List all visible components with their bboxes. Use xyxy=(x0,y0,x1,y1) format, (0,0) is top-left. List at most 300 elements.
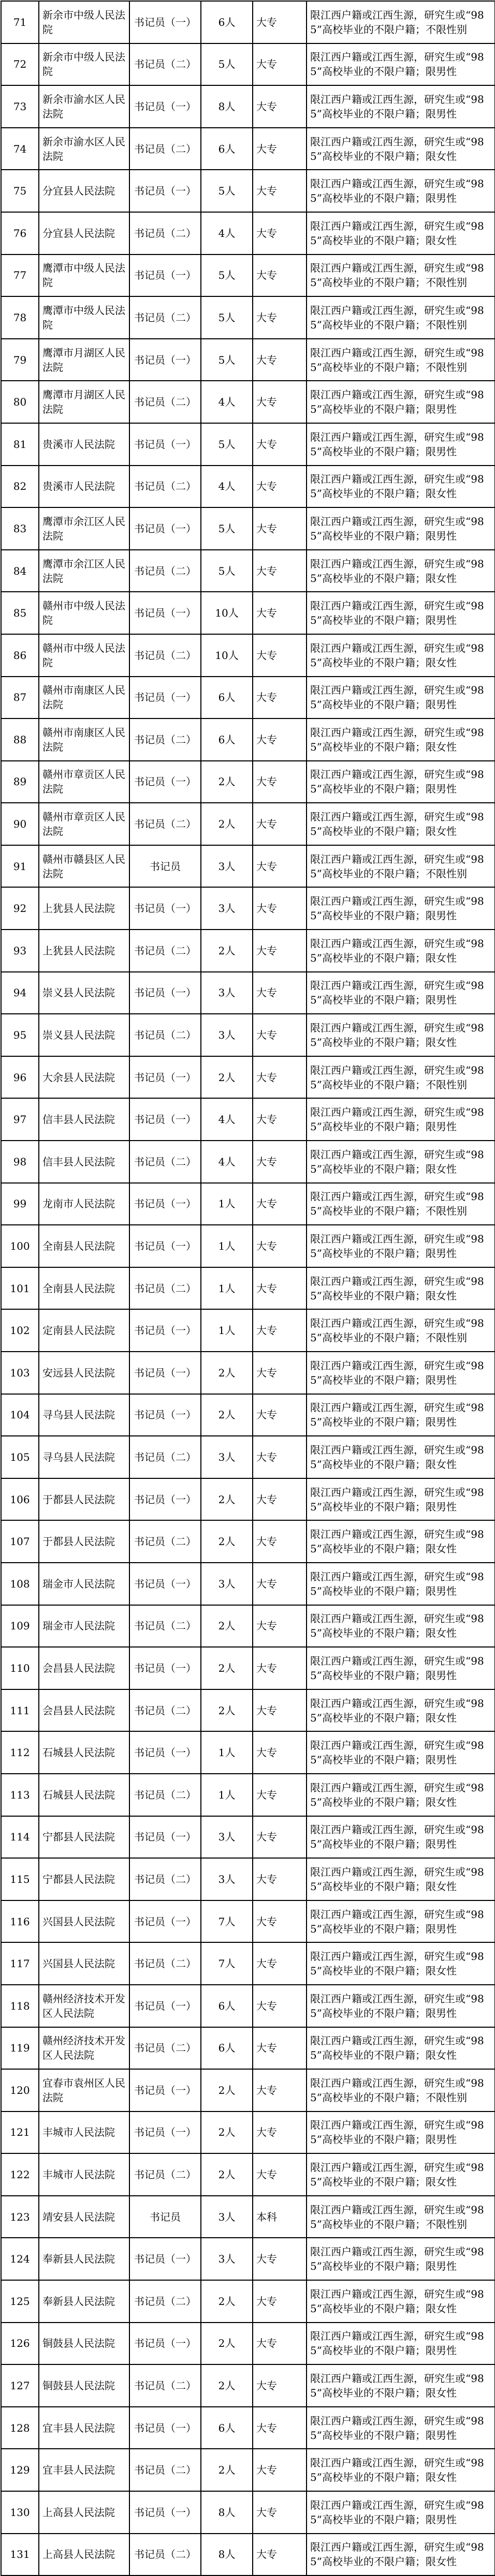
row-number: 105 xyxy=(1,1436,39,1478)
employer-unit: 赣州市中级人民法院 xyxy=(39,592,129,634)
table-row xyxy=(1,85,495,128)
other-requirements: 限江西户籍或江西生源，研究生或“985”高校毕业的不限户籍；限男性 xyxy=(307,592,495,634)
position-name: 书记员（一） xyxy=(129,1309,201,1352)
recruit-count: 2人 xyxy=(201,1647,253,1689)
table-body xyxy=(1,1,495,2575)
education-requirement: 大专 xyxy=(253,2491,307,2534)
education-requirement: 大专 xyxy=(253,2069,307,2111)
row-number: 103 xyxy=(1,1352,39,1394)
education-requirement: 大专 xyxy=(253,381,307,423)
other-requirements: 限江西户籍或江西生源，研究生或“985”高校毕业的不限户籍；限男性 xyxy=(307,1352,495,1394)
recruit-count: 6人 xyxy=(201,2407,253,2449)
table-row xyxy=(1,1,495,43)
other-requirements: 限江西户籍或江西生源，研究生或“985”高校毕业的不限户籍；不限性别 xyxy=(307,845,495,888)
row-number: 130 xyxy=(1,2491,39,2534)
table-row xyxy=(1,887,495,930)
other-requirements: 限江西户籍或江西生源，研究生或“985”高校毕业的不限户籍；不限性别 xyxy=(307,296,495,339)
education-requirement: 大专 xyxy=(253,1478,307,1521)
row-number: 87 xyxy=(1,677,39,719)
table-row xyxy=(1,339,495,381)
row-number: 72 xyxy=(1,43,39,86)
other-requirements: 限江西户籍或江西生源，研究生或“985”高校毕业的不限户籍；不限性别 xyxy=(307,1183,495,1225)
row-number: 123 xyxy=(1,2196,39,2238)
position-name: 书记员（二） xyxy=(129,1014,201,1056)
table-row xyxy=(1,1352,495,1394)
recruit-count: 3人 xyxy=(201,887,253,930)
other-requirements: 限江西户籍或江西生源，研究生或“985”高校毕业的不限户籍；限女性 xyxy=(307,2027,495,2070)
education-requirement: 大专 xyxy=(253,1056,307,1099)
position-name: 书记员（二） xyxy=(129,1774,201,1816)
row-number: 128 xyxy=(1,2407,39,2449)
other-requirements: 限江西户籍或江西生源，研究生或“985”高校毕业的不限户籍；限女性 xyxy=(307,466,495,508)
employer-unit: 赣州经济技术开发区人民法院 xyxy=(39,2027,129,2070)
row-number: 117 xyxy=(1,1942,39,1985)
education-requirement: 大专 xyxy=(253,2534,307,2576)
position-name: 书记员（一） xyxy=(129,1225,201,1267)
position-name: 书记员（二） xyxy=(129,2534,201,2576)
position-name: 书记员（二） xyxy=(129,2280,201,2323)
row-number: 94 xyxy=(1,972,39,1014)
education-requirement: 大专 xyxy=(253,1563,307,1605)
employer-unit: 新余市中级人民法院 xyxy=(39,43,129,86)
recruit-count: 2人 xyxy=(201,761,253,803)
employer-unit: 石城县人民法院 xyxy=(39,1774,129,1816)
other-requirements: 限江西户籍或江西生源，研究生或“985”高校毕业的不限户籍；限男性 xyxy=(307,887,495,930)
row-number: 126 xyxy=(1,2323,39,2365)
other-requirements: 限江西户籍或江西生源，研究生或“985”高校毕业的不限户籍；限男性 xyxy=(307,1731,495,1774)
employer-unit: 信丰县人民法院 xyxy=(39,1098,129,1141)
row-number: 78 xyxy=(1,296,39,339)
education-requirement: 大专 xyxy=(253,2364,307,2407)
other-requirements: 限江西户籍或江西生源，研究生或“985”高校毕业的不限户籍；不限性别 xyxy=(307,2196,495,2238)
row-number: 73 xyxy=(1,85,39,128)
row-number: 100 xyxy=(1,1225,39,1267)
position-name: 书记员（一） xyxy=(129,423,201,466)
employer-unit: 宁都县人民法院 xyxy=(39,1816,129,1859)
education-requirement: 大专 xyxy=(253,1098,307,1141)
other-requirements: 限江西户籍或江西生源，研究生或“985”高校毕业的不限户籍；限女性 xyxy=(307,1014,495,1056)
recruit-count: 2人 xyxy=(201,2069,253,2111)
other-requirements: 限江西户籍或江西生源，研究生或“985”高校毕业的不限户籍；限男性 xyxy=(307,2111,495,2154)
employer-unit: 会昌县人民法院 xyxy=(39,1647,129,1689)
position-name: 书记员（二） xyxy=(129,2364,201,2407)
other-requirements: 限江西户籍或江西生源，研究生或“985”高校毕业的不限户籍；限男性 xyxy=(307,170,495,212)
employer-unit: 赣州市章贡区人民法院 xyxy=(39,803,129,845)
employer-unit: 鹰潭市月湖区人民法院 xyxy=(39,381,129,423)
other-requirements: 限江西户籍或江西生源，研究生或“985”高校毕业的不限户籍；限男性 xyxy=(307,43,495,86)
education-requirement: 大专 xyxy=(253,550,307,592)
table-row xyxy=(1,2491,495,2534)
employer-unit: 奉新县人民法院 xyxy=(39,2280,129,2323)
table-row xyxy=(1,2069,495,2111)
employer-unit: 大余县人民法院 xyxy=(39,1056,129,1099)
recruit-count: 2人 xyxy=(201,2323,253,2365)
recruit-count: 6人 xyxy=(201,718,253,761)
other-requirements: 限江西户籍或江西生源，研究生或“985”高校毕业的不限户籍；限男性 xyxy=(307,1225,495,1267)
position-name: 书记员（一） xyxy=(129,2238,201,2280)
table-row xyxy=(1,1900,495,1943)
position-name: 书记员（一） xyxy=(129,1900,201,1943)
recruit-count: 5人 xyxy=(201,254,253,297)
row-number: 77 xyxy=(1,254,39,297)
table-row xyxy=(1,2323,495,2365)
row-number: 101 xyxy=(1,1267,39,1310)
employer-unit: 寻乌县人民法院 xyxy=(39,1394,129,1436)
table-row xyxy=(1,296,495,339)
table-row xyxy=(1,507,495,550)
other-requirements: 限江西户籍或江西生源，研究生或“985”高校毕业的不限户籍；不限性别 xyxy=(307,1,495,43)
position-name: 书记员（二） xyxy=(129,1605,201,1648)
position-name: 书记员（一） xyxy=(129,339,201,381)
row-number: 93 xyxy=(1,930,39,972)
education-requirement: 大专 xyxy=(253,1014,307,1056)
education-requirement: 大专 xyxy=(253,507,307,550)
recruit-count: 3人 xyxy=(201,1436,253,1478)
employer-unit: 于都县人民法院 xyxy=(39,1520,129,1563)
position-name: 书记员（一） xyxy=(129,1098,201,1141)
row-number: 74 xyxy=(1,128,39,170)
employer-unit: 分宜县人民法院 xyxy=(39,212,129,254)
education-requirement: 大专 xyxy=(253,887,307,930)
other-requirements: 限江西户籍或江西生源，研究生或“985”高校毕业的不限户籍；限男性 xyxy=(307,1394,495,1436)
education-requirement: 大专 xyxy=(253,1225,307,1267)
education-requirement: 大专 xyxy=(253,1520,307,1563)
row-number: 75 xyxy=(1,170,39,212)
row-number: 89 xyxy=(1,761,39,803)
recruit-count: 3人 xyxy=(201,1816,253,1859)
position-name: 书记员（一） xyxy=(129,887,201,930)
table-row xyxy=(1,2449,495,2491)
employer-unit: 贵溪市人民法院 xyxy=(39,423,129,466)
position-name: 书记员 xyxy=(129,2196,201,2238)
employer-unit: 鹰潭市月湖区人民法院 xyxy=(39,339,129,381)
table-row xyxy=(1,128,495,170)
table-row xyxy=(1,972,495,1014)
position-name: 书记员（二） xyxy=(129,2153,201,2196)
row-number: 111 xyxy=(1,1689,39,1732)
other-requirements: 限江西户籍或江西生源，研究生或“985”高校毕业的不限户籍；限男性 xyxy=(307,507,495,550)
employer-unit: 赣州市中级人民法院 xyxy=(39,634,129,677)
employer-unit: 赣州市南康区人民法院 xyxy=(39,677,129,719)
other-requirements: 限江西户籍或江西生源，研究生或“985”高校毕业的不限户籍；不限性别 xyxy=(307,339,495,381)
position-name: 书记员（一） xyxy=(129,170,201,212)
employer-unit: 宜丰县人民法院 xyxy=(39,2407,129,2449)
table-row xyxy=(1,43,495,86)
employer-unit: 定南县人民法院 xyxy=(39,1309,129,1352)
education-requirement: 大专 xyxy=(253,1309,307,1352)
position-name: 书记员（一） xyxy=(129,2407,201,2449)
other-requirements: 限江西户籍或江西生源，研究生或“985”高校毕业的不限户籍；限女性 xyxy=(307,1942,495,1985)
education-requirement: 大专 xyxy=(253,1774,307,1816)
table-row xyxy=(1,170,495,212)
recruit-count: 7人 xyxy=(201,1900,253,1943)
education-requirement: 大专 xyxy=(253,43,307,86)
table-row xyxy=(1,634,495,677)
employer-unit: 奉新县人民法院 xyxy=(39,2238,129,2280)
row-number: 127 xyxy=(1,2364,39,2407)
employer-unit: 上高县人民法院 xyxy=(39,2534,129,2576)
table-row xyxy=(1,1141,495,1183)
employer-unit: 全南县人民法院 xyxy=(39,1225,129,1267)
education-requirement: 大专 xyxy=(253,1858,307,1900)
position-name: 书记员（一） xyxy=(129,507,201,550)
row-number: 88 xyxy=(1,718,39,761)
recruit-count: 2人 xyxy=(201,1352,253,1394)
position-name: 书记员 xyxy=(129,845,201,888)
education-requirement: 大专 xyxy=(253,972,307,1014)
education-requirement: 大专 xyxy=(253,2111,307,2154)
table-row xyxy=(1,1014,495,1056)
other-requirements: 限江西户籍或江西生源，研究生或“985”高校毕业的不限户籍；限女性 xyxy=(307,718,495,761)
table-row xyxy=(1,1478,495,1521)
other-requirements: 限江西户籍或江西生源，研究生或“985”高校毕业的不限户籍；不限性别 xyxy=(307,254,495,297)
table-row xyxy=(1,930,495,972)
education-requirement: 大专 xyxy=(253,718,307,761)
table-row xyxy=(1,845,495,888)
recruit-count: 6人 xyxy=(201,2027,253,2070)
position-name: 书记员（一） xyxy=(129,1056,201,1099)
table-row xyxy=(1,1774,495,1816)
table-row xyxy=(1,1858,495,1900)
row-number: 102 xyxy=(1,1309,39,1352)
education-requirement: 大专 xyxy=(253,1605,307,1648)
employer-unit: 铜鼓县人民法院 xyxy=(39,2323,129,2365)
table-row xyxy=(1,677,495,719)
recruit-count: 5人 xyxy=(201,296,253,339)
recruit-count: 2人 xyxy=(201,2449,253,2491)
employer-unit: 鹰潭市中级人民法院 xyxy=(39,296,129,339)
education-requirement: 大专 xyxy=(253,1267,307,1310)
position-name: 书记员（一） xyxy=(129,2111,201,2154)
recruit-count: 5人 xyxy=(201,550,253,592)
row-number: 115 xyxy=(1,1858,39,1900)
recruit-count: 1人 xyxy=(201,1774,253,1816)
position-name: 书记员（一） xyxy=(129,254,201,297)
table-row xyxy=(1,2111,495,2154)
recruit-count: 4人 xyxy=(201,1141,253,1183)
recruit-count: 6人 xyxy=(201,1985,253,2027)
position-name: 书记员（二） xyxy=(129,1689,201,1732)
row-number: 122 xyxy=(1,2153,39,2196)
position-name: 书记员（一） xyxy=(129,1,201,43)
recruit-count: 1人 xyxy=(201,1267,253,1310)
recruit-count: 3人 xyxy=(201,2196,253,2238)
employer-unit: 兴国县人民法院 xyxy=(39,1942,129,1985)
position-name: 书记员（二） xyxy=(129,1267,201,1310)
table-row xyxy=(1,2196,495,2238)
table-row xyxy=(1,254,495,297)
other-requirements: 限江西户籍或江西生源，研究生或“985”高校毕业的不限户籍；限男性 xyxy=(307,423,495,466)
other-requirements: 限江西户籍或江西生源，研究生或“985”高校毕业的不限户籍；限女性 xyxy=(307,1520,495,1563)
table-row xyxy=(1,381,495,423)
position-name: 书记员（一） xyxy=(129,1816,201,1859)
employer-unit: 丰城市人民法院 xyxy=(39,2153,129,2196)
row-number: 120 xyxy=(1,2069,39,2111)
education-requirement: 大专 xyxy=(253,1394,307,1436)
table-row xyxy=(1,1605,495,1648)
education-requirement: 大专 xyxy=(253,254,307,297)
employer-unit: 崇义县人民法院 xyxy=(39,972,129,1014)
row-number: 114 xyxy=(1,1816,39,1859)
position-name: 书记员（二） xyxy=(129,1942,201,1985)
row-number: 118 xyxy=(1,1985,39,2027)
other-requirements: 限江西户籍或江西生源，研究生或“985”高校毕业的不限户籍；限女性 xyxy=(307,550,495,592)
row-number: 83 xyxy=(1,507,39,550)
row-number: 104 xyxy=(1,1394,39,1436)
other-requirements: 限江西户籍或江西生源，研究生或“985”高校毕业的不限户籍；不限性别 xyxy=(307,1309,495,1352)
employer-unit: 瑞金市人民法院 xyxy=(39,1605,129,1648)
position-name: 书记员（一） xyxy=(129,677,201,719)
row-number: 95 xyxy=(1,1014,39,1056)
other-requirements: 限江西户籍或江西生源，研究生或“985”高校毕业的不限户籍；限女性 xyxy=(307,930,495,972)
education-requirement: 大专 xyxy=(253,803,307,845)
recruit-count: 2人 xyxy=(201,1605,253,1648)
recruit-count: 3人 xyxy=(201,1014,253,1056)
position-name: 书记员（二） xyxy=(129,930,201,972)
table-row xyxy=(1,1816,495,1859)
recruit-count: 6人 xyxy=(201,128,253,170)
recruit-count: 5人 xyxy=(201,170,253,212)
education-requirement: 大专 xyxy=(253,2449,307,2491)
row-number: 86 xyxy=(1,634,39,677)
recruit-count: 1人 xyxy=(201,1309,253,1352)
other-requirements: 限江西户籍或江西生源，研究生或“985”高校毕业的不限户籍；限男性 xyxy=(307,1985,495,2027)
education-requirement: 大专 xyxy=(253,592,307,634)
education-requirement: 大专 xyxy=(253,761,307,803)
position-name: 书记员（二） xyxy=(129,212,201,254)
recruit-count: 8人 xyxy=(201,2491,253,2534)
table-row xyxy=(1,2027,495,2070)
recruit-count: 5人 xyxy=(201,507,253,550)
other-requirements: 限江西户籍或江西生源，研究生或“985”高校毕业的不限户籍；限女性 xyxy=(307,2534,495,2576)
other-requirements: 限江西户籍或江西生源，研究生或“985”高校毕业的不限户籍；限男性 xyxy=(307,761,495,803)
row-number: 98 xyxy=(1,1141,39,1183)
recruit-count: 3人 xyxy=(201,2238,253,2280)
table-row xyxy=(1,466,495,508)
row-number: 131 xyxy=(1,2534,39,2576)
table-row xyxy=(1,1394,495,1436)
employer-unit: 宜春市袁州区人民法院 xyxy=(39,2069,129,2111)
position-name: 书记员（一） xyxy=(129,1352,201,1394)
row-number: 90 xyxy=(1,803,39,845)
row-number: 99 xyxy=(1,1183,39,1225)
position-name: 书记员（一） xyxy=(129,1183,201,1225)
position-name: 书记员（一） xyxy=(129,1394,201,1436)
row-number: 112 xyxy=(1,1731,39,1774)
employer-unit: 赣州市南康区人民法院 xyxy=(39,718,129,761)
table-row xyxy=(1,1267,495,1310)
other-requirements: 限江西户籍或江西生源，研究生或“985”高校毕业的不限户籍；限男性 xyxy=(307,2238,495,2280)
recruit-count: 2人 xyxy=(201,930,253,972)
education-requirement: 大专 xyxy=(253,1689,307,1732)
other-requirements: 限江西户籍或江西生源，研究生或“985”高校毕业的不限户籍；限男性 xyxy=(307,972,495,1014)
other-requirements: 限江西户籍或江西生源，研究生或“985”高校毕业的不限户籍；限女性 xyxy=(307,2364,495,2407)
education-requirement: 大专 xyxy=(253,1647,307,1689)
employer-unit: 上高县人民法院 xyxy=(39,2491,129,2534)
education-requirement: 大专 xyxy=(253,466,307,508)
other-requirements: 限江西户籍或江西生源，研究生或“985”高校毕业的不限户籍；限男性 xyxy=(307,1098,495,1141)
table-row xyxy=(1,761,495,803)
position-name: 书记员（二） xyxy=(129,550,201,592)
other-requirements: 限江西户籍或江西生源，研究生或“985”高校毕业的不限户籍；限女性 xyxy=(307,212,495,254)
employer-unit: 铜鼓县人民法院 xyxy=(39,2364,129,2407)
table-row xyxy=(1,2238,495,2280)
row-number: 84 xyxy=(1,550,39,592)
position-name: 书记员（二） xyxy=(129,1520,201,1563)
recruit-count: 6人 xyxy=(201,677,253,719)
table-row xyxy=(1,1563,495,1605)
recruit-count: 3人 xyxy=(201,1858,253,1900)
row-number: 129 xyxy=(1,2449,39,2491)
education-requirement: 大专 xyxy=(253,1900,307,1943)
recruit-count: 2人 xyxy=(201,1394,253,1436)
recruit-count: 1人 xyxy=(201,1183,253,1225)
education-requirement: 大专 xyxy=(253,1436,307,1478)
employer-unit: 鹰潭市中级人民法院 xyxy=(39,254,129,297)
other-requirements: 限江西户籍或江西生源，研究生或“985”高校毕业的不限户籍；限男性 xyxy=(307,1647,495,1689)
recruit-count: 3人 xyxy=(201,1563,253,1605)
position-name: 书记员（二） xyxy=(129,803,201,845)
education-requirement: 大专 xyxy=(253,1731,307,1774)
recruit-count: 6人 xyxy=(201,1,253,43)
position-name: 书记员（一） xyxy=(129,972,201,1014)
position-name: 书记员（二） xyxy=(129,718,201,761)
employer-unit: 新余市渝水区人民法院 xyxy=(39,128,129,170)
table-row xyxy=(1,212,495,254)
education-requirement: 大专 xyxy=(253,2153,307,2196)
recruit-count: 3人 xyxy=(201,845,253,888)
table-row xyxy=(1,718,495,761)
education-requirement: 大专 xyxy=(253,1141,307,1183)
position-name: 书记员（一） xyxy=(129,2491,201,2534)
row-number: 85 xyxy=(1,592,39,634)
employer-unit: 上犹县人民法院 xyxy=(39,887,129,930)
employer-unit: 全南县人民法院 xyxy=(39,1267,129,1310)
employer-unit: 宁都县人民法院 xyxy=(39,1858,129,1900)
row-number: 96 xyxy=(1,1056,39,1099)
other-requirements: 限江西户籍或江西生源，研究生或“985”高校毕业的不限户籍；限男性 xyxy=(307,1816,495,1859)
row-number: 121 xyxy=(1,2111,39,2154)
position-name: 书记员（一） xyxy=(129,1985,201,2027)
position-name: 书记员（一） xyxy=(129,85,201,128)
other-requirements: 限江西户籍或江西生源，研究生或“985”高校毕业的不限户籍；限女性 xyxy=(307,2280,495,2323)
position-name: 书记员（二） xyxy=(129,43,201,86)
recruit-count: 1人 xyxy=(201,1225,253,1267)
table-row xyxy=(1,1520,495,1563)
row-number: 107 xyxy=(1,1520,39,1563)
employer-unit: 鹰潭市余江区人民法院 xyxy=(39,507,129,550)
other-requirements: 限江西户籍或江西生源，研究生或“985”高校毕业的不限户籍；限女性 xyxy=(307,2449,495,2491)
education-requirement: 大专 xyxy=(253,1,307,43)
recruit-count: 4人 xyxy=(201,1098,253,1141)
recruit-count: 3人 xyxy=(201,972,253,1014)
row-number: 109 xyxy=(1,1605,39,1648)
other-requirements: 限江西户籍或江西生源，研究生或“985”高校毕业的不限户籍；限男性 xyxy=(307,381,495,423)
position-name: 书记员（二） xyxy=(129,381,201,423)
recruit-count: 2人 xyxy=(201,2153,253,2196)
employer-unit: 贵溪市人民法院 xyxy=(39,466,129,508)
education-requirement: 大专 xyxy=(253,1352,307,1394)
employer-unit: 宜丰县人民法院 xyxy=(39,2449,129,2491)
row-number: 125 xyxy=(1,2280,39,2323)
recruit-count: 5人 xyxy=(201,339,253,381)
other-requirements: 限江西户籍或江西生源，研究生或“985”高校毕业的不限户籍；限男性 xyxy=(307,2323,495,2365)
recruit-count: 2人 xyxy=(201,2280,253,2323)
table-row xyxy=(1,803,495,845)
employer-unit: 新余市中级人民法院 xyxy=(39,1,129,43)
position-name: 书记员（二） xyxy=(129,1858,201,1900)
recruit-count: 4人 xyxy=(201,381,253,423)
